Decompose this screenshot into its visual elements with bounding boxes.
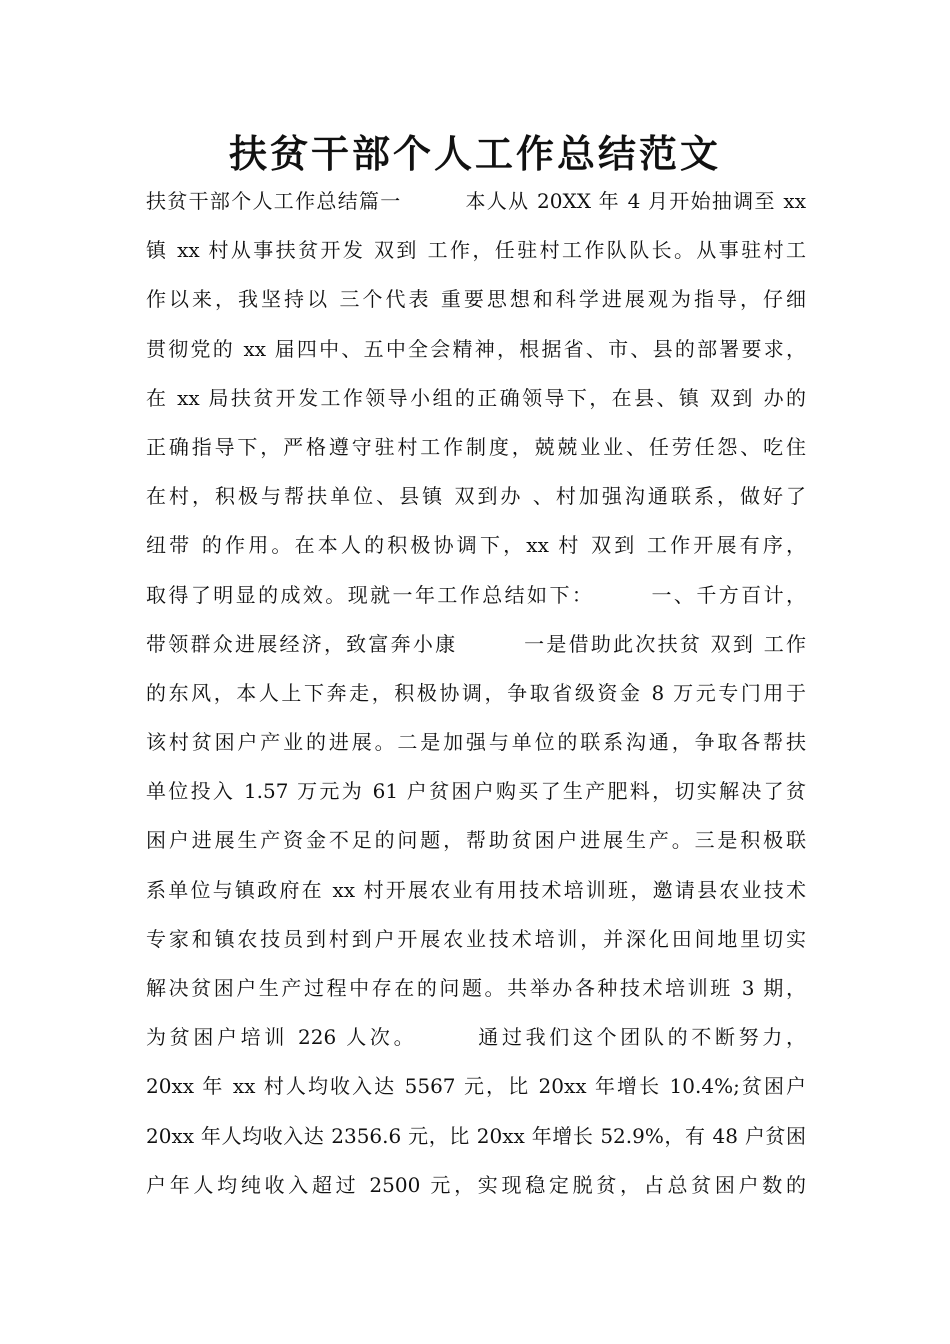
body-line: 在村，积极与帮扶单位、县镇 双到办 、村加强沟通联系，做好了: [146, 484, 806, 509]
body-line: 作以来，我坚持以 三个代表 重要思想和科学进展观为指导，仔细: [146, 287, 806, 312]
body-line: 贯彻党的 xx 届四中、五中全会精神，根据省、市、县的部署要求，: [146, 336, 806, 361]
body-line: 为贫困户培训 226 人次。 通过我们这个团队的不断努力，: [146, 1025, 806, 1050]
body-line: 在 xx 局扶贫开发工作领导小组的正确领导下，在县、镇 双到 办的: [146, 385, 806, 410]
body-line: 20xx 年 xx 村人均收入达 5567 元，比 20xx 年增长 10.4%;贫困户: [146, 1074, 806, 1099]
body-line: 困户进展生产资金不足的问题，帮助贫困户进展生产。三是积极联: [146, 828, 806, 853]
body-line: 专家和镇农技员到村到户开展农业技术培训，并深化田间地里切实: [146, 926, 806, 951]
body-line: 单位投入 1.57 万元为 61 户贫困户购买了生产肥料，切实解决了贫: [146, 779, 806, 804]
body-line: 纽带 的作用。在本人的积极协调下，xx 村 双到 工作开展有序，: [146, 533, 806, 558]
body-line: 镇 xx 村从事扶贫开发 双到 工作，任驻村工作队队长。从事驻村工: [146, 238, 806, 263]
body-line: 带领群众进展经济，致富奔小康 一是借助此次扶贫 双到 工作: [146, 631, 806, 656]
body-line: 扶贫干部个人工作总结篇一 本人从 20XX 年 4 月开始抽调至 xx: [146, 189, 806, 213]
document-title: 扶贫干部个人工作总结范文: [228, 132, 721, 176]
body-line: 系单位与镇政府在 xx 村开展农业有用技术培训班，邀请县农业技术: [146, 877, 806, 902]
document-body: [146, 177, 806, 1210]
body-line: 该村贫困户产业的进展。二是加强与单位的联系沟通，争取各帮扶: [146, 730, 806, 755]
body-line: 正确指导下，严格遵守驻村工作制度，兢兢业业、任劳任怨、吃住: [146, 434, 806, 459]
body-line: 取得了明显的成效。现就一年工作总结如下： 一、千方百计，: [146, 582, 806, 607]
body-line: 20xx 年人均收入达 2356.6 元，比 20xx 年增长 52.9%，有 48 户贫困: [146, 1123, 806, 1148]
body-line: 户年人均纯收入超过 2500 元，实现稳定脱贫，占总贫困户数的: [146, 1172, 806, 1197]
body-line: 解决贫困户生产过程中存在的问题。共举办各种技术培训班 3 期，: [146, 976, 806, 1000]
body-line: 的东风，本人上下奔走，积极协调，争取省级资金 8 万元专门用于: [146, 680, 806, 705]
